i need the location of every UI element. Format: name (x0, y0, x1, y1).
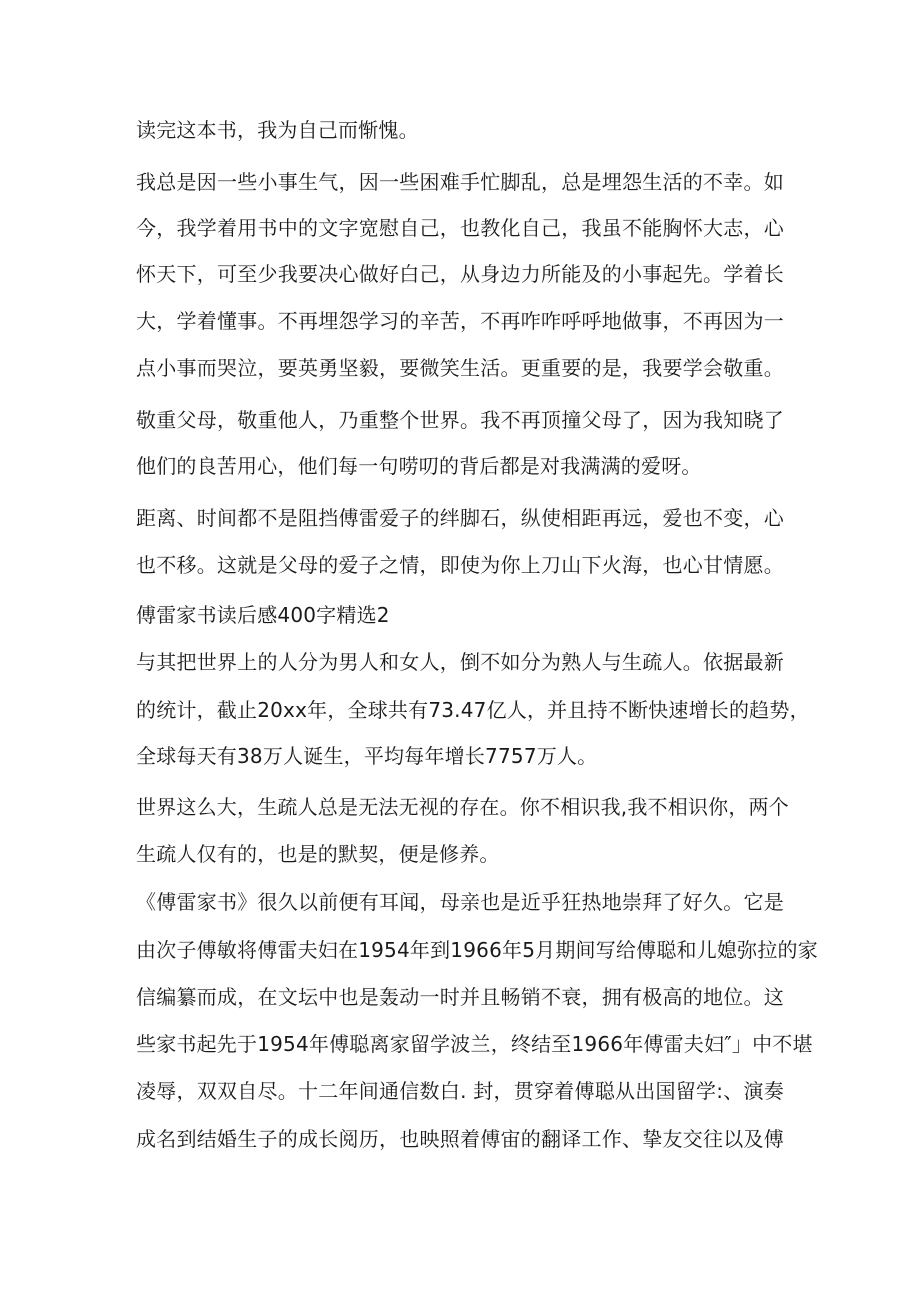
text-line: 凌辱，双双自尽。十二年间通信数白. 封，贯穿着傅聪从出国留学:、演奏 (136, 1079, 784, 1103)
text-line: 距离、时间都不是阻挡傅雷爱子的绊脚石，纵使相距再远，爱也不变，心 (136, 506, 784, 530)
text-line: 怀天下，可至少我要决心做好白己，从身边力所能及的小事起先。学着长 (136, 262, 784, 286)
text-line: 《傅雷家书》很久以前便有耳闻，母亲也是近乎狂热地崇拜了好久。它是 (136, 890, 784, 914)
text-line: 点小事而哭泣，要英勇坚毅，要微笑生活。更重要的是，我要学会敬重。 (136, 356, 784, 380)
text-line: 敬重父母，敬重他人，乃重整个世界。我不再顶撞父母了，因为我知晓了 (136, 408, 784, 432)
section-heading: 傅雷家书读后感400字精选2 (136, 603, 390, 627)
text-line: 今，我学着用书中的文字宽慰自己，也教化自己，我虽不能胸怀大志，心 (136, 216, 784, 240)
text-line: 由次子傅敏将傅雷夫妇在1954年到1966年5月期间写给傅聪和儿媳弥拉的家 (136, 938, 818, 962)
text-line: 全球每天有38万人诞生，平均每年增长7757万人。 (136, 744, 598, 768)
text-line: 生疏人仅有的，也是的默契，便是修养。 (136, 842, 500, 866)
text-line: 也不移。这就是父母的爱子之情，即使为你上刀山下火海，也心甘情愿。 (136, 553, 784, 577)
text-line: 些家书起先于1954年傅聪离家留学波兰，终结至1966年傅雷夫妇″」中不堪 (136, 1032, 813, 1056)
text-line: 世界这么大，生疏人总是无法无视的存在。你不相识我,我不相识你，两个 (136, 795, 789, 819)
text-line: 读完这本书，我为自己而惭愧。 (136, 118, 419, 142)
text-line: 与其把世界上的人分为男人和女人，倒不如分为熟人与生疏人。依据最新 (136, 650, 784, 674)
text-line: 成名到结婚生子的成长阅历，也映照着傅宙的翻译工作、挚友交往以及傅 (136, 1127, 784, 1151)
text-line: 信编纂而成，在文坛中也是轰动一时并且畅销不衰，拥有极高的地位。这 (136, 985, 784, 1009)
text-line: 大，学着懂事。不再埋怨学习的辛苦，不再咋咋呼呼地做事，不再因为一 (136, 309, 784, 333)
text-line: 我总是因一些小事生气，因一些困难手忙脚乱，总是埋怨生活的不幸。如 (136, 170, 784, 194)
text-line: 他们的良苦用心，他们每一句唠叨的背后都是对我满满的爱呀。 (136, 454, 702, 478)
text-line: 的统计，截止20xx年，全球共有73.47亿人，并且持不断快速增长的趋势， (136, 698, 810, 722)
